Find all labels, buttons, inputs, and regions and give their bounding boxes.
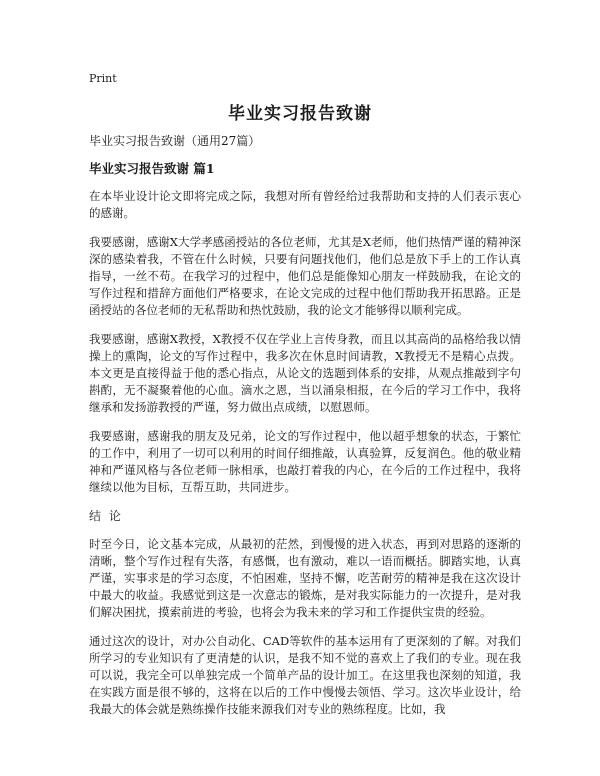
document-subtitle: 毕业实习报告致谢（通用27篇） <box>89 134 261 148</box>
section-heading: 毕业实习报告致谢 篇1 <box>89 161 215 176</box>
body-paragraph: 在本毕业设计论文即将完成之际，我想对所有曾经给过我帮助和支持的人们表示衷心的感谢。 <box>89 189 521 220</box>
conclusion-paragraph: 通过这次的设计，对办公自动化、CAD等软件的基本运用有了更深刻的了解。对我们所学习的专业知识有了更清楚的认识，是我不知不觉的喜欢上了我们的专业。现在我可以说，我完全可以单独完成一个简单产品的设计加工。在这里我也深刻的知道，我在实践方面是很不够的，这将在以后的工作中慢慢去领悟、学习。这次毕业设计，给我最大的体会就是熟练操作技能来源我们对专业的熟练程度。比如，我 <box>89 634 521 716</box>
document-body <box>89 133 521 730</box>
page-title: 毕业实习报告致谢 <box>228 104 372 124</box>
print-link[interactable]: Print <box>89 72 117 85</box>
body-paragraph: 我要感谢，感谢我的朋友及兄弟，论文的写作过程中，他以超乎想象的状态，于繁忙的工作中，利用了一切可以利用的时间仔细推敲，认真验算，反复润色。他的敬业精神和严谨风格与各位老师一脉相承，也敲打着我的内心，在今后的工作过程中，我将继续以他为目标，互帮互助，共同进步。 <box>89 429 521 494</box>
conclusion-heading: 结 论 <box>89 509 123 523</box>
conclusion-paragraph: 时至今日，论文基本完成，从最初的茫然，到慢慢的进入状态，再到对思路的逐渐的清晰，整个写作过程有失落，有感慨，也有激动，难以一语而概括。脚踏实地，认真严谨，实事求是的学习态度，不怕困难，坚持不懈，吃苦耐劳的精神是我在这次设计中最大的收益。我感觉到这是一次意志的锻炼，是对我实际能力的一次提升，是对我们解决困扰，摸索前进的考验，也将会为我未来的学习和工作提供宝贵的经验。 <box>89 537 521 619</box>
body-paragraph: 我要感谢，感谢X大学孝感函授站的各位老师，尤其是X老师，他们热情严谨的精神深深的感染着我，不管在什么时候，只要有问题找他们，他们总是放下手上的工作认真指导，一丝不苟。在我学习的过程中，他们总是能像知心朋友一样鼓励我，在论文的写作过程和措辞方面他们严格要求，在论文完成的过程中他们帮助我开拓思路。正是函授站的各位老师的无私帮助和热忱鼓励，我的论文才能够得以顺利完成。 <box>89 235 521 317</box>
body-paragraph: 我要感谢，感谢X教授，X教授不仅在学业上言传身教，而且以其高尚的品格给我以情操上的熏陶，论文的写作过程中，我多次在休息时间请教，X教授无不是精心点拨。本文更是直接得益于他的悉心指点，从论文的选题到体系的安排，从观点推敲到字句斟酌，无不凝聚着他的心血。滴水之恩，当以涌泉相报，在今后的学习工作中，我将继承和发扬游教授的严谨，努力做出点成绩，以慰恩师。 <box>89 332 521 414</box>
